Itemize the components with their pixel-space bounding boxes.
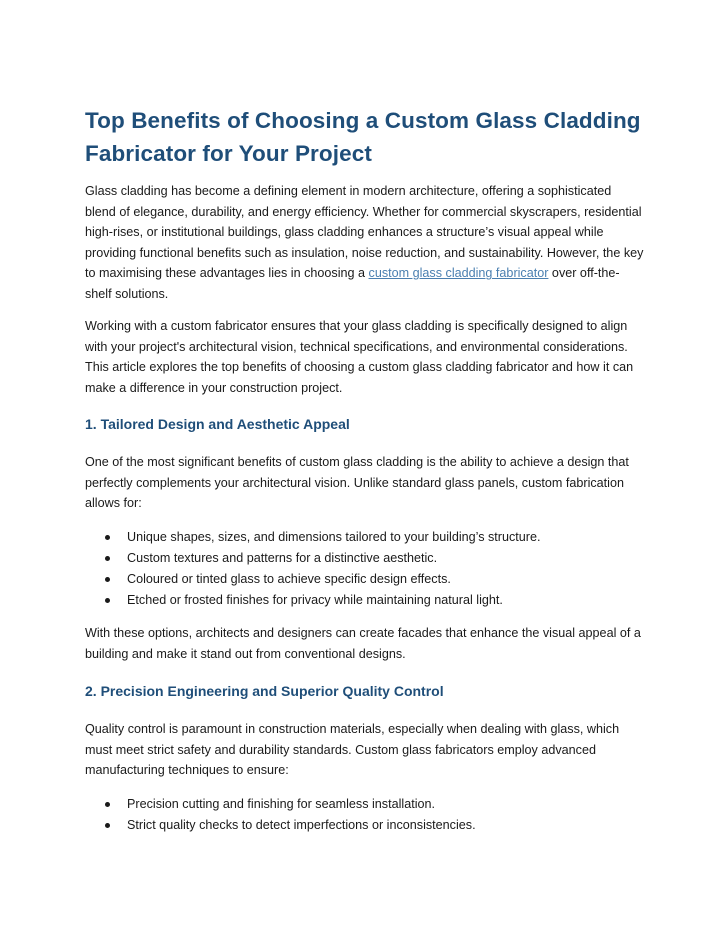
bullet-icon — [105, 802, 110, 807]
section-1-heading: 1. Tailored Design and Aesthetic Appeal — [85, 416, 350, 432]
article-title: Top Benefits of Choosing a Custom Glass Cladding Fabricator for Your Project — [85, 108, 641, 166]
bullet-icon — [105, 598, 110, 603]
bullet-icon — [105, 823, 110, 828]
list-item-text: Precision cutting and finishing for seamless installation. — [127, 797, 436, 811]
section-2-bullet-list — [85, 794, 645, 836]
body-paragraph-2: Working with a custom fabricator ensures that your glass cladding is specifically designed to align with your project's architectural vision, technical specifications, and environmental considerations. This article explores the top benefits of choosing a custom glass cladding fabricator and how it can make a difference in your construction project. — [85, 319, 634, 395]
list-item — [85, 815, 645, 836]
list-item — [85, 527, 645, 548]
section-1-bullet-list — [85, 527, 645, 611]
list-item-text: Unique shapes, sizes, and dimensions tailored to your building’s structure. — [127, 530, 541, 544]
bullet-icon — [105, 577, 110, 582]
list-item-text: Strict quality checks to detect imperfections or inconsistencies. — [127, 818, 476, 832]
section-1-intro: One of the most significant benefits of custom glass cladding is the ability to achieve a design that perfectly complements your architectural vision. Unlike standard glass panels, custom fabrication allows for: — [85, 455, 629, 511]
intro-text-before-link: Glass cladding has become a defining element in modern architecture, offering a sophisticated blend of elegance, durability, and energy efficiency. Whether for commercial skyscrapers, residential high-rises, or institutional buildings, glass cladding enhances a structure’s visual appeal while providing functional benefits such as insulation, noise reduction, and sustainability. However, the key to maximising these advantages lies in choosing a — [85, 184, 644, 281]
list-item-text: Custom textures and patterns for a distinctive aesthetic. — [127, 551, 438, 565]
list-item — [85, 794, 645, 815]
list-item — [85, 569, 645, 590]
section-2-heading: 2. Precision Engineering and Superior Quality Control — [85, 683, 444, 699]
custom-glass-cladding-fabricator-link[interactable]: custom glass cladding fabricator — [368, 266, 549, 281]
section-2-intro: Quality control is paramount in construction materials, especially when dealing with glass, which must meet strict safety and durability standards. Custom glass fabricators employ advanced manufacturing techniques to ensure: — [85, 722, 620, 778]
intro-paragraph — [85, 181, 645, 305]
bullet-icon — [105, 535, 110, 540]
list-item-text: Etched or frosted finishes for privacy while maintaining natural light. — [127, 593, 503, 607]
intro-text-after-link: over off-the-shelf solutions. — [85, 266, 620, 301]
list-item — [85, 548, 645, 569]
list-item — [85, 590, 645, 611]
bullet-icon — [105, 556, 110, 561]
section-1-outro: With these options, architects and designers can create facades that enhance the visual appeal of a building and make it stand out from conventional designs. — [85, 626, 641, 661]
list-item-text: Coloured or tinted glass to achieve specific design effects. — [127, 572, 451, 586]
